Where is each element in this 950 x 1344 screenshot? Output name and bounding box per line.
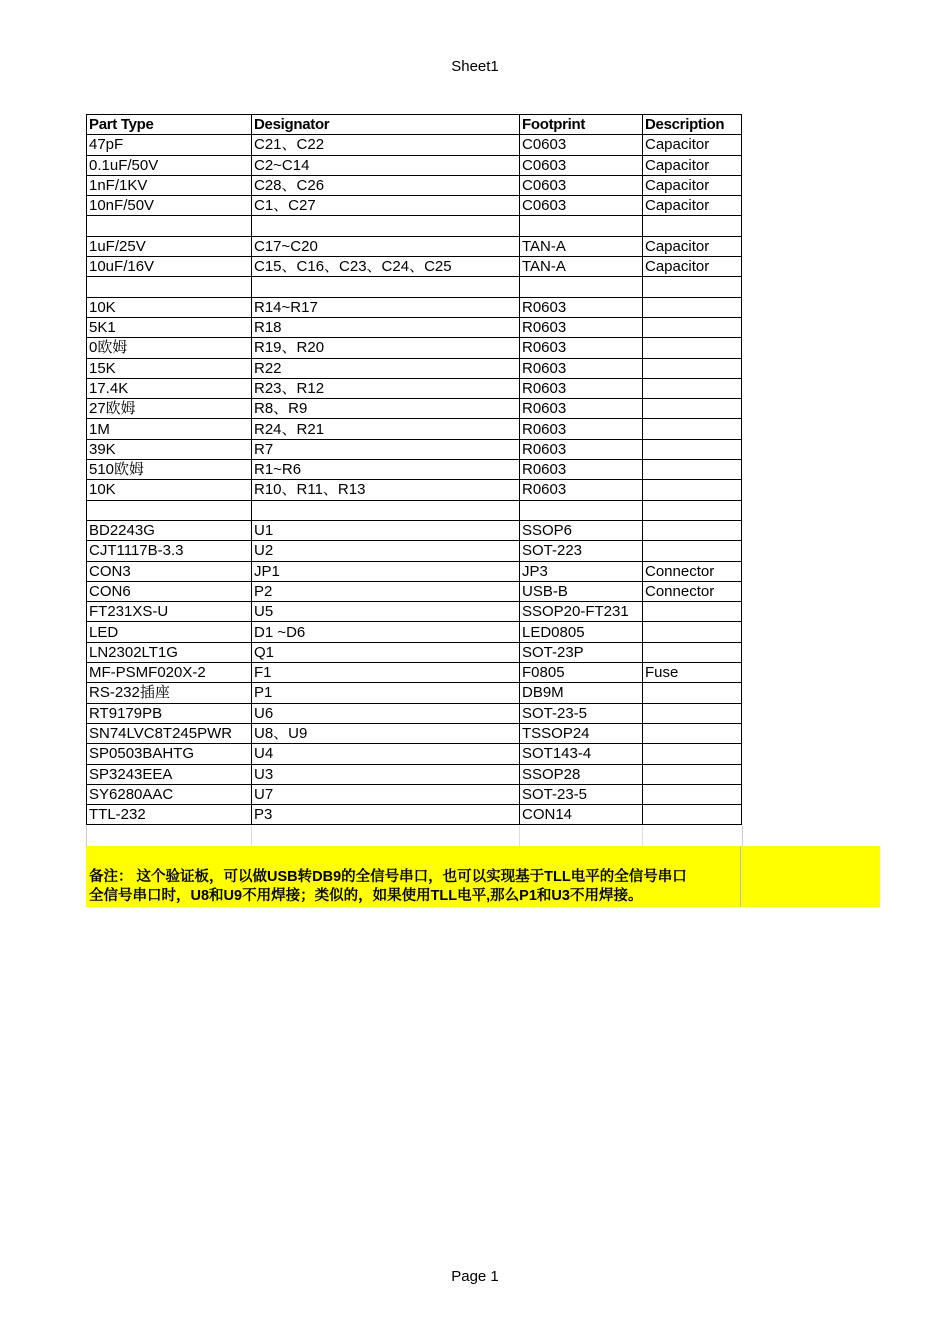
part-type-cell: 5K1 xyxy=(87,317,252,337)
footprint-cell: F0805 xyxy=(520,663,643,683)
part-type-cell: 10nF/50V xyxy=(87,196,252,216)
bom-table xyxy=(86,114,742,825)
table-row xyxy=(87,155,742,175)
description-cell: Capacitor xyxy=(643,236,742,256)
description-cell xyxy=(643,541,742,561)
description-cell: Capacitor xyxy=(643,257,742,277)
footprint-cell: R0603 xyxy=(520,439,643,459)
designator-cell: Q1 xyxy=(252,642,520,662)
table-row xyxy=(87,805,742,825)
footprint-cell: SOT-23P xyxy=(520,642,643,662)
table-row xyxy=(87,317,742,337)
header-part-type: Part Type xyxy=(87,115,252,135)
table-row xyxy=(87,216,742,236)
part-type-cell: RS-232插座 xyxy=(87,683,252,703)
description-cell xyxy=(643,358,742,378)
part-type-cell: 510欧姆 xyxy=(87,460,252,480)
part-type-cell: SY6280AAC xyxy=(87,784,252,804)
footprint-cell: TAN-A xyxy=(520,236,643,256)
description-cell xyxy=(643,744,742,764)
description-cell xyxy=(643,216,742,236)
part-type-cell: 0.1uF/50V xyxy=(87,155,252,175)
footprint-cell: SOT-223 xyxy=(520,541,643,561)
description-cell xyxy=(643,399,742,419)
part-type-cell: FT231XS-U xyxy=(87,602,252,622)
header-footprint: Footprint xyxy=(520,115,643,135)
table-row xyxy=(87,378,742,398)
designator-cell: U3 xyxy=(252,764,520,784)
designator-cell: U5 xyxy=(252,602,520,622)
designator-cell: R22 xyxy=(252,358,520,378)
footprint-cell: JP3 xyxy=(520,561,643,581)
description-cell: Connector xyxy=(643,561,742,581)
table-row xyxy=(87,561,742,581)
designator-cell: U2 xyxy=(252,541,520,561)
part-type-cell: 17.4K xyxy=(87,378,252,398)
part-type-cell: 27欧姆 xyxy=(87,399,252,419)
footprint-cell: SOT-23-5 xyxy=(520,703,643,723)
description-cell: Capacitor xyxy=(643,196,742,216)
description-cell: Connector xyxy=(643,581,742,601)
table-row xyxy=(87,419,742,439)
footprint-cell: CON14 xyxy=(520,805,643,825)
footprint-cell: SSOP28 xyxy=(520,764,643,784)
designator-cell: C21、C22 xyxy=(252,135,520,155)
footprint-cell: USB-B xyxy=(520,581,643,601)
footprint-cell: C0603 xyxy=(520,155,643,175)
footprint-cell xyxy=(520,277,643,297)
footprint-cell: TAN-A xyxy=(520,257,643,277)
part-type-cell: CJT1117B-3.3 xyxy=(87,541,252,561)
table-row xyxy=(87,683,742,703)
description-cell xyxy=(643,764,742,784)
remark-line-1: 备注： 这个验证板，可以做USB转DB9的全信号串口，也可以实现基于TLL电平的全信号串口 xyxy=(89,869,687,885)
footprint-cell: R0603 xyxy=(520,297,643,317)
table-row xyxy=(87,723,742,743)
part-type-cell: 10K xyxy=(87,480,252,500)
part-type-cell xyxy=(87,500,252,520)
table-row xyxy=(87,338,742,358)
part-type-cell: CON3 xyxy=(87,561,252,581)
part-type-cell: 1uF/25V xyxy=(87,236,252,256)
designator-cell: R14~R17 xyxy=(252,297,520,317)
part-type-cell: 0欧姆 xyxy=(87,338,252,358)
part-type-cell xyxy=(87,277,252,297)
part-type-cell: SP0503BAHTG xyxy=(87,744,252,764)
designator-cell: C15、C16、C23、C24、C25 xyxy=(252,257,520,277)
table-row xyxy=(87,257,742,277)
designator-cell: U1 xyxy=(252,520,520,540)
footprint-cell: R0603 xyxy=(520,358,643,378)
part-type-cell: 39K xyxy=(87,439,252,459)
designator-cell: U4 xyxy=(252,744,520,764)
footprint-cell: R0603 xyxy=(520,460,643,480)
description-cell xyxy=(643,805,742,825)
empty-trailing-row xyxy=(86,826,743,846)
description-cell xyxy=(643,520,742,540)
table-row xyxy=(87,460,742,480)
footprint-cell: R0603 xyxy=(520,399,643,419)
designator-cell: R1~R6 xyxy=(252,460,520,480)
footprint-cell: SSOP6 xyxy=(520,520,643,540)
table-row xyxy=(87,602,742,622)
designator-cell: R24、R21 xyxy=(252,419,520,439)
designator-cell: R19、R20 xyxy=(252,338,520,358)
table-header-row xyxy=(87,115,742,135)
designator-cell: R7 xyxy=(252,439,520,459)
footprint-cell: LED0805 xyxy=(520,622,643,642)
designator-cell xyxy=(252,500,520,520)
footprint-cell: C0603 xyxy=(520,135,643,155)
table-row xyxy=(87,764,742,784)
footprint-cell: R0603 xyxy=(520,378,643,398)
designator-cell: D1 ~D6 xyxy=(252,622,520,642)
designator-cell: C17~C20 xyxy=(252,236,520,256)
description-cell xyxy=(643,642,742,662)
sheet-title: Sheet1 xyxy=(451,58,499,75)
footprint-cell xyxy=(520,216,643,236)
description-cell xyxy=(643,460,742,480)
part-type-cell: 47pF xyxy=(87,135,252,155)
table-row xyxy=(87,581,742,601)
description-cell: Capacitor xyxy=(643,175,742,195)
part-type-cell: CON6 xyxy=(87,581,252,601)
footprint-cell: R0603 xyxy=(520,419,643,439)
footprint-cell: SOT-23-5 xyxy=(520,784,643,804)
description-cell xyxy=(643,723,742,743)
table-row xyxy=(87,135,742,155)
description-cell xyxy=(643,622,742,642)
remark-highlight-box xyxy=(86,846,880,907)
part-type-cell: LED xyxy=(87,622,252,642)
designator-cell: JP1 xyxy=(252,561,520,581)
description-cell xyxy=(643,703,742,723)
table-row xyxy=(87,439,742,459)
table-row xyxy=(87,480,742,500)
designator-cell: C28、C26 xyxy=(252,175,520,195)
footprint-cell: SSOP20-FT231 xyxy=(520,602,643,622)
gridline xyxy=(519,826,520,846)
table-row xyxy=(87,642,742,662)
table-row xyxy=(87,541,742,561)
footprint-cell: R0603 xyxy=(520,480,643,500)
part-type-cell: LN2302LT1G xyxy=(87,642,252,662)
designator-cell xyxy=(252,277,520,297)
table-row xyxy=(87,520,742,540)
description-cell xyxy=(643,378,742,398)
part-type-cell: SP3243EEA xyxy=(87,764,252,784)
table-row xyxy=(87,744,742,764)
table-row xyxy=(87,277,742,297)
part-type-cell: SN74LVC8T245PWR xyxy=(87,723,252,743)
designator-cell xyxy=(252,216,520,236)
footprint-cell: R0603 xyxy=(520,317,643,337)
description-cell: Capacitor xyxy=(643,135,742,155)
table-row xyxy=(87,703,742,723)
table-row xyxy=(87,500,742,520)
footprint-cell: C0603 xyxy=(520,175,643,195)
description-cell: Fuse xyxy=(643,663,742,683)
designator-cell: R10、R11、R13 xyxy=(252,480,520,500)
gridline xyxy=(642,826,643,846)
description-cell xyxy=(643,277,742,297)
part-type-cell: BD2243G xyxy=(87,520,252,540)
header-designator: Designator xyxy=(252,115,520,135)
table-row xyxy=(87,196,742,216)
designator-cell: F1 xyxy=(252,663,520,683)
description-cell xyxy=(643,500,742,520)
description-cell xyxy=(643,297,742,317)
description-cell xyxy=(643,602,742,622)
part-type-cell: MF-PSMF020X-2 xyxy=(87,663,252,683)
part-type-cell: RT9179PB xyxy=(87,703,252,723)
gridline xyxy=(251,826,252,846)
description-cell xyxy=(643,784,742,804)
description-cell xyxy=(643,419,742,439)
table-row xyxy=(87,175,742,195)
table-row xyxy=(87,236,742,256)
designator-cell: R8、R9 xyxy=(252,399,520,419)
designator-cell: U8、U9 xyxy=(252,723,520,743)
header-description: Description xyxy=(643,115,742,135)
remark-text xyxy=(89,868,741,906)
bom-table-body xyxy=(87,115,742,825)
table-row xyxy=(87,399,742,419)
designator-cell: C2~C14 xyxy=(252,155,520,175)
designator-cell: P1 xyxy=(252,683,520,703)
description-cell xyxy=(643,317,742,337)
part-type-cell: 10uF/16V xyxy=(87,257,252,277)
designator-cell: U6 xyxy=(252,703,520,723)
table-row xyxy=(87,297,742,317)
designator-cell: P2 xyxy=(252,581,520,601)
designator-cell: R18 xyxy=(252,317,520,337)
description-cell xyxy=(643,683,742,703)
part-type-cell: 1M xyxy=(87,419,252,439)
designator-cell: P3 xyxy=(252,805,520,825)
designator-cell: U7 xyxy=(252,784,520,804)
part-type-cell: TTL-232 xyxy=(87,805,252,825)
footprint-cell: SOT143-4 xyxy=(520,744,643,764)
footprint-cell xyxy=(520,500,643,520)
table-row xyxy=(87,358,742,378)
designator-cell: C1、C27 xyxy=(252,196,520,216)
part-type-cell: 10K xyxy=(87,297,252,317)
description-cell: Capacitor xyxy=(643,155,742,175)
remark-line-2: 全信号串口时，U8和U9不用焊接；类似的，如果使用TLL电平,那么P1和U3不用焊接。 xyxy=(89,888,643,904)
part-type-cell xyxy=(87,216,252,236)
description-cell xyxy=(643,338,742,358)
table-row xyxy=(87,784,742,804)
table-row xyxy=(87,663,742,683)
table-row xyxy=(87,622,742,642)
part-type-cell: 1nF/1KV xyxy=(87,175,252,195)
part-type-cell: 15K xyxy=(87,358,252,378)
footprint-cell: DB9M xyxy=(520,683,643,703)
description-cell xyxy=(643,480,742,500)
page-number: Page 1 xyxy=(451,1268,499,1285)
footprint-cell: C0603 xyxy=(520,196,643,216)
description-cell xyxy=(643,439,742,459)
footprint-cell: R0603 xyxy=(520,338,643,358)
designator-cell: R23、R12 xyxy=(252,378,520,398)
footprint-cell: TSSOP24 xyxy=(520,723,643,743)
